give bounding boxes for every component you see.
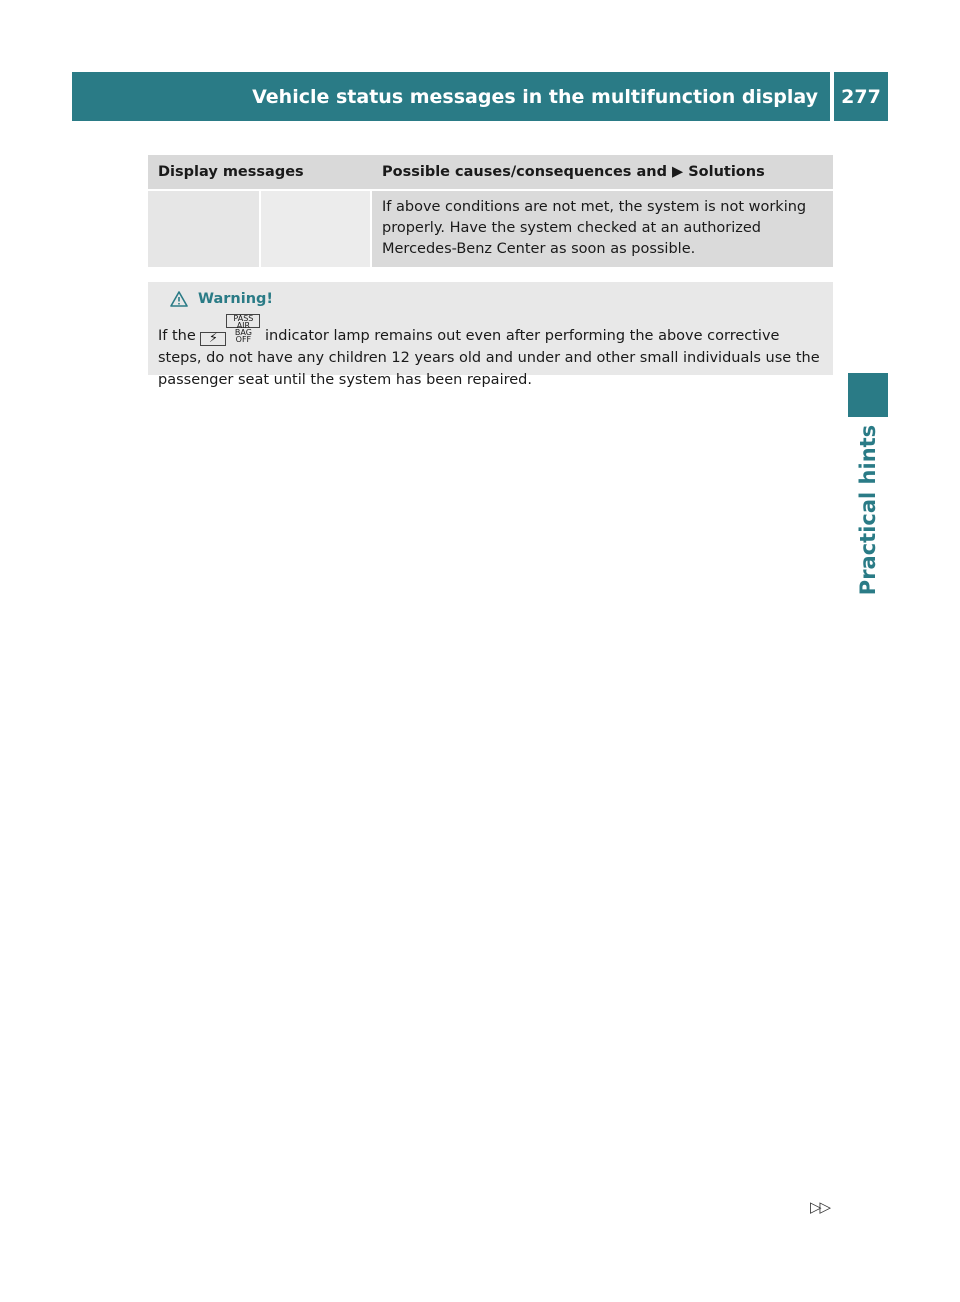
table-row	[148, 191, 833, 267]
warning-text-after: indicator lamp remains out even after performing the above corrective steps, do not have any children 12 years old and under and other small individuals use the passenger seat until the system has been repaired.	[158, 328, 820, 388]
warning-box	[148, 282, 833, 388]
warning-triangle-icon	[170, 291, 188, 307]
table-cell-empty-1	[148, 191, 261, 267]
page-number: 277	[834, 72, 888, 121]
warning-title: Warning!	[198, 291, 274, 307]
table-cell-solution: If above conditions are not met, the system is not working properly. Have the system checked at an authorized Mercedes-Benz Center as soon as possible.	[372, 191, 833, 267]
page-title: Vehicle status messages in the multifunction display	[252, 85, 818, 108]
warning-text-before: If the	[158, 328, 196, 344]
table-header-row	[148, 155, 833, 191]
column-header-causes-solutions: Possible causes/consequences and ▶ Solutions	[372, 155, 833, 191]
table-cell-empty-2	[261, 191, 372, 267]
continue-arrows-icon: ▷▷	[810, 1198, 830, 1216]
child-seat-airbag-icon: ⚡	[200, 332, 226, 346]
section-tab-text: Practical hints	[856, 424, 880, 596]
warning-text	[158, 314, 823, 391]
pass-air-bag-off-icon: PASS AIR BAG OFF	[226, 314, 260, 328]
warning-heading	[170, 288, 823, 310]
column-header-display-messages: Display messages	[148, 155, 372, 191]
section-tab-label	[848, 425, 888, 595]
header-bar	[72, 72, 830, 121]
section-tab-marker	[848, 373, 888, 417]
status-messages-table	[148, 155, 833, 267]
